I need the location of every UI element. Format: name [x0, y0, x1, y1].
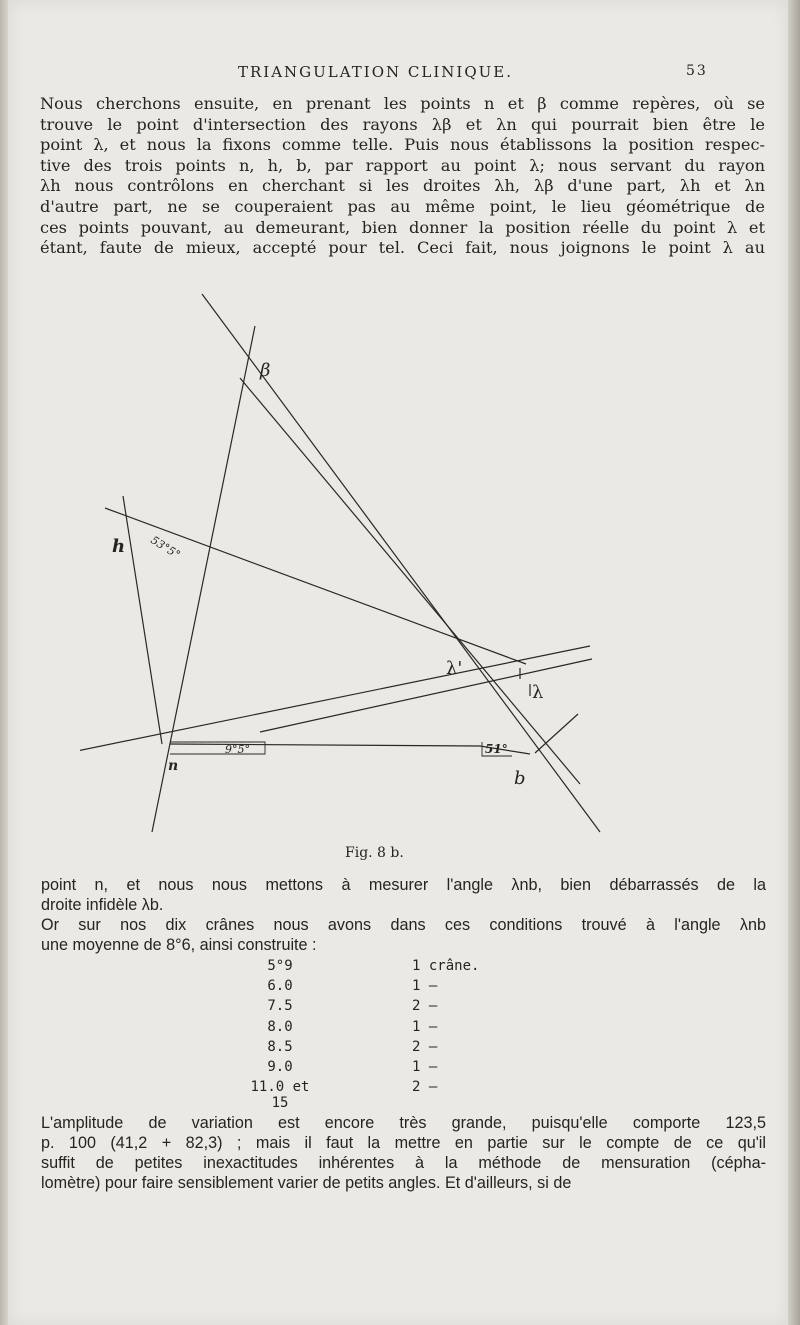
skull-count: 1 crâne.	[412, 958, 480, 974]
measurement-table	[240, 958, 500, 1112]
table-row	[240, 958, 500, 978]
table-row	[240, 998, 500, 1018]
ray-line	[170, 744, 480, 746]
ray-line	[105, 508, 526, 664]
skull-count: 1 —	[412, 1018, 438, 1035]
table-row	[240, 978, 500, 998]
angle-value: 7.5	[267, 998, 293, 1015]
bottom-paragraph	[41, 1113, 766, 1193]
label-b: b	[514, 768, 526, 789]
ray-line	[152, 326, 255, 832]
text-line: trouve le point d'intersection des rayons λβ et λn qui pourrait bien être le	[40, 114, 765, 134]
figure-8b	[80, 284, 640, 834]
label-h: h	[112, 536, 126, 557]
angle-value: 8.0	[267, 1018, 293, 1035]
text-line: Or sur nos dix crânes nous avons dans ces conditions trouvé à l'angle λnb	[41, 916, 766, 934]
top-paragraph	[40, 94, 765, 259]
label-n: n	[168, 758, 179, 774]
label-lambda-lower: λ	[532, 682, 544, 703]
ray-line	[240, 378, 580, 784]
text-line: L'amplitude de variation est encore très grande, puisqu'elle comporte 123,5	[41, 1114, 766, 1132]
angle-label-n: 9°5°	[225, 743, 250, 756]
text-line: λh nous contrôlons en cherchant si les droites λh, λβ d'une part, λh et λn	[40, 176, 765, 196]
ray-line	[80, 646, 590, 752]
text-line: tive des trois points n, h, b, par rapport au point λ; nous servant du rayon	[40, 155, 765, 175]
ray-line	[535, 714, 578, 753]
text-line: ces points pouvant, au demeurant, bien donner la position réelle du point λ et	[40, 217, 765, 237]
angle-value: 9.0	[267, 1058, 293, 1075]
label-beta: β	[260, 360, 271, 381]
text-line: lomètre) pour faire sensiblement varier de petits angles. Et d'ailleurs, si de	[41, 1174, 572, 1192]
text-line: p. 100 (41,2 + 82,3) ; mais il faut la mettre en partie sur le compte de ce qu'il	[41, 1134, 766, 1152]
text-line: une moyenne de 8°6, ainsi construite :	[41, 936, 317, 954]
triangulation-diagram	[80, 284, 640, 834]
skull-count: 2 —	[412, 1079, 438, 1096]
table-row	[240, 1039, 500, 1059]
skull-count: 1 —	[412, 978, 438, 995]
table-row	[240, 1019, 500, 1039]
skull-count: 2 —	[412, 998, 438, 1015]
text-line: suffit de petites inexactitudes inhérentes à la méthode de mensuration (cépha-	[41, 1154, 766, 1172]
angle-value: 8.5	[267, 1038, 293, 1055]
angle-value: 11.0 et 15	[250, 1079, 310, 1112]
text-line: point n, et nous nous mettons à mesurer l'angle λnb, bien débarrassés de la	[41, 876, 766, 894]
text-line: d'autre part, ne se couperaient pas au même point, le lieu géométrique de	[40, 196, 765, 216]
text-line: étant, faute de mieux, accepté pour tel. Ceci fait, nous joignons le point λ au	[40, 238, 765, 258]
running-head-title: TRIANGULATION CLINIQUE.	[238, 63, 513, 81]
text-line: droite infidèle λb.	[41, 896, 164, 914]
book-gutter-left	[0, 0, 8, 1325]
figure-caption: Fig. 8 b.	[345, 845, 404, 861]
angle-value: 5°9	[267, 958, 293, 974]
table-row	[240, 1059, 500, 1079]
skull-count: 2 —	[412, 1038, 438, 1055]
angle-value: 6.0	[267, 978, 293, 995]
book-page-edge-right	[788, 0, 800, 1325]
skull-count: 1 —	[412, 1058, 438, 1075]
angle-label-b: 51°	[485, 742, 508, 756]
label-lambda-upper: λ'	[446, 658, 463, 679]
table-row	[240, 1079, 500, 1112]
page-number: 53	[686, 63, 708, 79]
middle-paragraph	[41, 875, 766, 955]
angle-label-h: 53°5°	[148, 533, 183, 562]
text-line: Nous cherchons ensuite, en prenant les points n et β comme repères, où se	[40, 94, 765, 113]
text-line: point λ, et nous la fixons comme telle. Puis nous établissons la position respec-	[40, 135, 765, 155]
